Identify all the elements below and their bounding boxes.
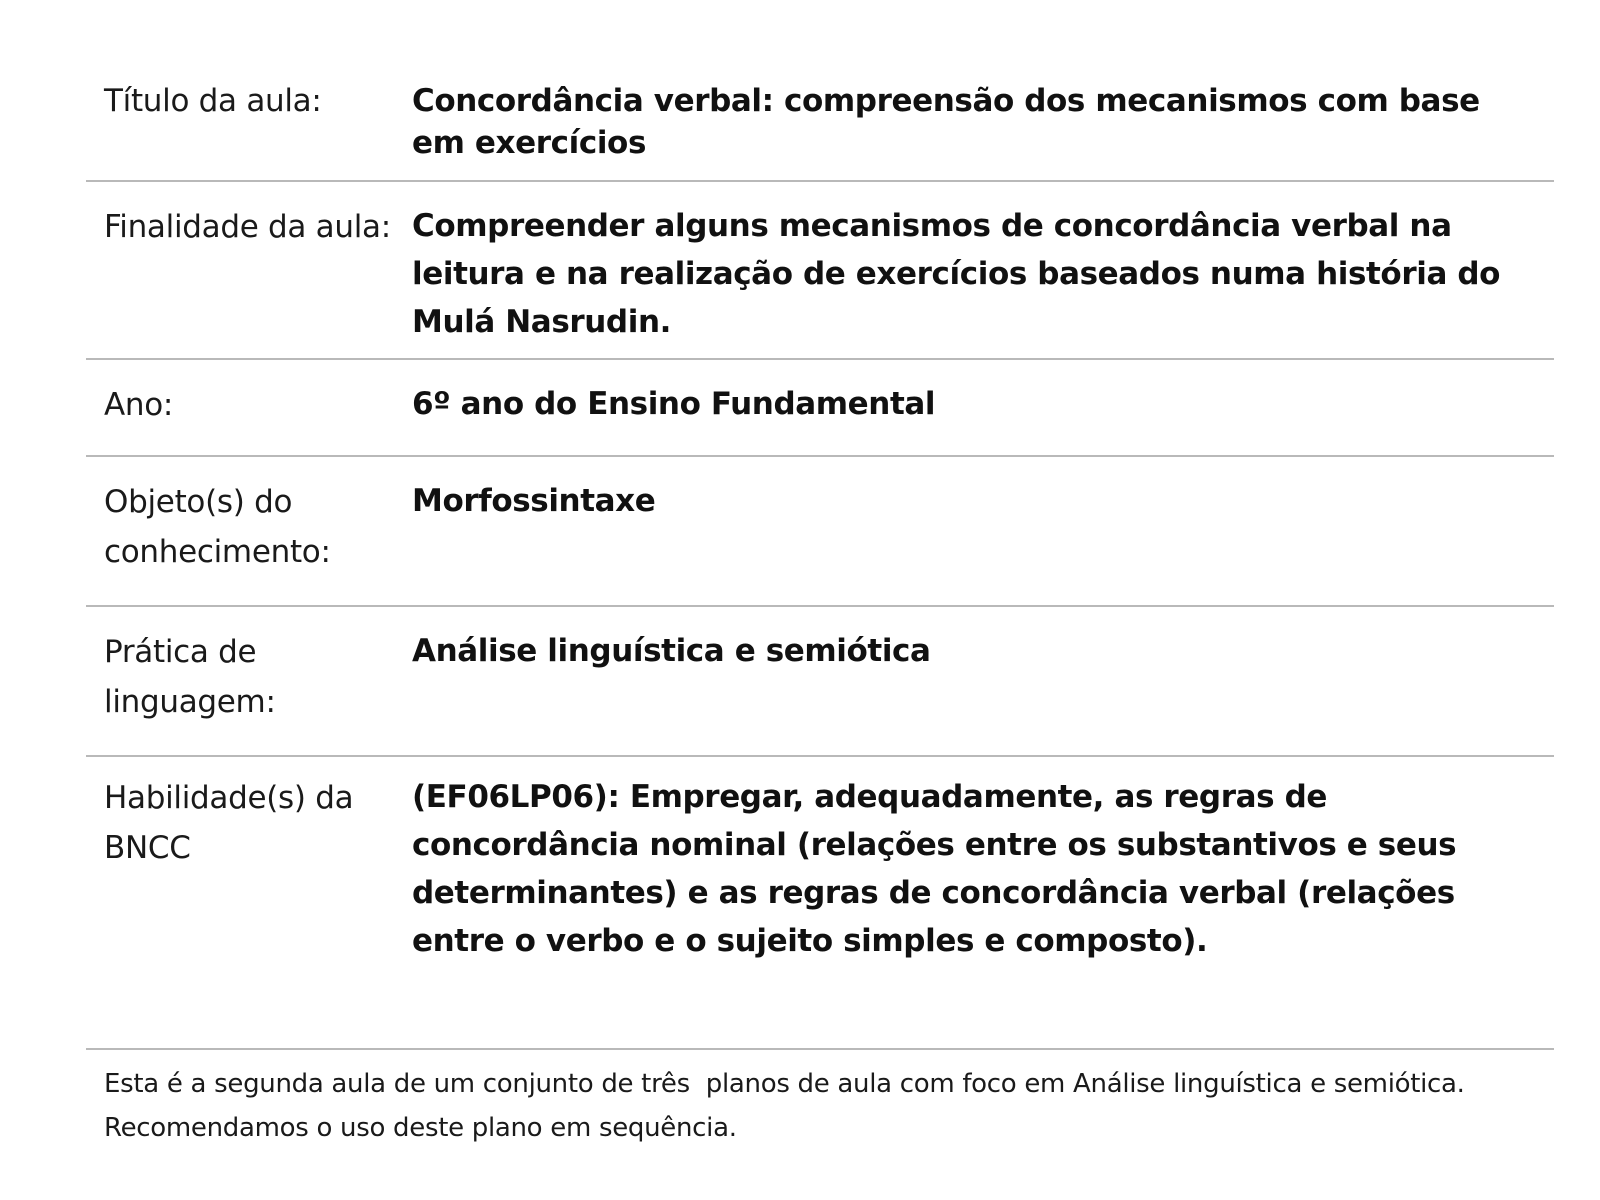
lesson-purpose-value: Compreender alguns mecanismos de concordância verbal na leitura e na realização de exercícios baseados numa história do Mulá Nasrudin.: [412, 208, 1501, 340]
lesson-purpose-label: Finalidade da aula:: [104, 209, 391, 245]
language-practice-value: Análise linguística e semiótica: [412, 633, 931, 669]
lesson-plan-table: [86, 70, 1554, 1150]
bncc-skill-value: (EF06LP06): Empregar, adequadamente, as regras de concordância nominal (relações entre os substantivos e seus determinantes) e as regras de concordância verbal (relações entre o verbo e o sujeito simples e composto).: [412, 779, 1457, 959]
row-language-practice: [86, 607, 1554, 757]
lesson-title-label: Título da aula:: [104, 83, 322, 119]
school-year-value: 6º ano do Ensino Fundamental: [412, 386, 936, 422]
school-year-label: Ano:: [104, 387, 174, 423]
row-knowledge-object: [86, 457, 1554, 607]
row-bncc-skill: [86, 757, 1554, 1050]
row-lesson-title: [86, 70, 1554, 182]
language-practice-label: Prática de linguagem:: [104, 634, 276, 720]
knowledge-object-value: Morfossintaxe: [412, 483, 656, 519]
row-school-year: [86, 360, 1554, 457]
knowledge-object-label: Objeto(s) do conhecimento:: [104, 484, 331, 570]
row-lesson-purpose: [86, 182, 1554, 360]
lesson-title-value: Concordância verbal: compreensão dos mecanismos com base em exercícios: [412, 83, 1480, 161]
sequence-note: Esta é a segunda aula de um conjunto de três planos de aula com foco em Análise linguística e semiótica. Recomendamos o uso deste plano em sequência.: [104, 1069, 1473, 1143]
bncc-skill-label: Habilidade(s) da BNCC: [104, 780, 354, 866]
